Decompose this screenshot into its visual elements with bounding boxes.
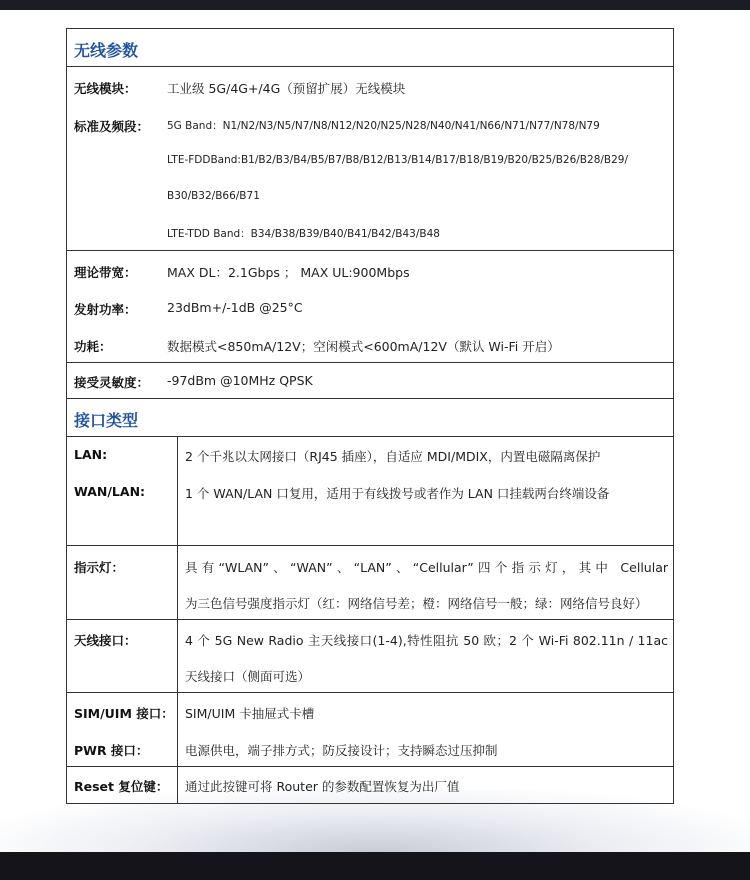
antenna-line-2: 天线接口（侧面可选） <box>185 669 311 684</box>
indicator-row <box>67 546 673 620</box>
lan-wan-row <box>67 437 673 546</box>
indicator-label: 指示灯： <box>74 560 125 575</box>
wireless-section-title: 无线参数 <box>74 41 139 60</box>
bandwidth-value: MAX DL：2.1Gbps ； MAX UL:900Mbps <box>167 265 410 280</box>
bands-5g: 5G Band：N1/N2/N3/N5/N7/N8/N12/N20/N25/N28/N40/N41/N66/N71/N77/N78/N79 <box>167 120 600 132</box>
column-divider <box>177 546 178 619</box>
lan-label: LAN: <box>74 447 108 462</box>
power-value: 23dBm+/-1dB @25°C <box>167 300 303 315</box>
bands-lte-fdd: LTE-FDDBand:B1/B2/B3/B4/B5/B7/B8/B12/B13/B14/B17/B18/B19/B20/B25/B26/B28/B29/ <box>167 154 629 166</box>
sim-label: SIM/UIM 接口： <box>74 706 174 721</box>
pwr-value: 电源供电，端子排方式；防反接设计；支持瞬态过压抑制 <box>185 743 498 758</box>
antenna-line-1: 4 个 5G New Radio 主天线接口(1-4),特性阻抗 50 欧；2 个 Wi-Fi 802.11n / 11ac <box>185 633 668 648</box>
module-label: 无线模块： <box>74 81 137 96</box>
interfaces-title-row <box>67 399 673 437</box>
indicator-line-1: 具有“WLAN”、“WAN”、“LAN”、“Cellular”四个指示灯，其中 Cellular <box>185 560 668 575</box>
pwr-label: PWR 接口： <box>74 743 149 758</box>
wireless-module-bands-row <box>67 67 673 251</box>
bottom-dark-bar <box>0 852 750 880</box>
column-divider <box>177 767 178 803</box>
sensitivity-label: 接受灵敏度： <box>74 375 150 390</box>
sim-pwr-row <box>67 693 673 767</box>
power-label: 发射功率： <box>74 302 137 317</box>
column-divider <box>177 437 178 545</box>
bands-lte-fdd-cont: B30/B32/B66/B71 <box>167 190 260 202</box>
bands-label: 标准及频段： <box>74 119 150 134</box>
consumption-value: 数据模式<850mA/12V；空闲模式<600mA/12V（默认 Wi-Fi 开启） <box>167 339 560 354</box>
spec-sheet <box>66 28 674 804</box>
column-divider <box>177 620 178 692</box>
sensitivity-row <box>67 363 673 399</box>
wan-label: WAN/LAN: <box>74 484 146 499</box>
reset-row <box>67 767 673 803</box>
column-divider <box>177 693 178 766</box>
sensitivity-value: -97dBm @10MHz QPSK <box>167 373 313 388</box>
bandwidth-power-row <box>67 251 673 363</box>
bandwidth-label: 理论带宽： <box>74 265 137 280</box>
indicator-line-2: 为三色信号强度指示灯（红：网络信号差；橙：网络信号一般；绿：网络信号良好） <box>185 596 648 611</box>
reset-value: 通过此按键可将 Router 的参数配置恢复为出厂值 <box>185 779 460 794</box>
wan-value: 1 个 WAN/LAN 口复用，适用于有线拨号或者作为 LAN 口挂载两台终端设备 <box>185 486 610 501</box>
antenna-row <box>67 620 673 693</box>
module-value: 工业级 5G/4G+/4G（预留扩展）无线模块 <box>167 81 406 96</box>
lan-value: 2 个千兆以太网接口（RJ45 插座），自适应 MDI/MDIX，内置电磁隔离保护 <box>185 449 601 464</box>
bands-lte-tdd: LTE-TDD Band：B34/B38/B39/B40/B41/B42/B43/B48 <box>167 228 440 240</box>
interfaces-section-title: 接口类型 <box>74 411 139 430</box>
wireless-title-row <box>67 29 673 67</box>
top-dark-bar <box>0 0 750 10</box>
sim-value: SIM/UIM 卡抽屉式卡槽 <box>185 706 315 721</box>
consumption-label: 功耗： <box>74 339 112 354</box>
antenna-label: 天线接口： <box>74 633 137 648</box>
reset-label: Reset 复位键： <box>74 779 169 794</box>
